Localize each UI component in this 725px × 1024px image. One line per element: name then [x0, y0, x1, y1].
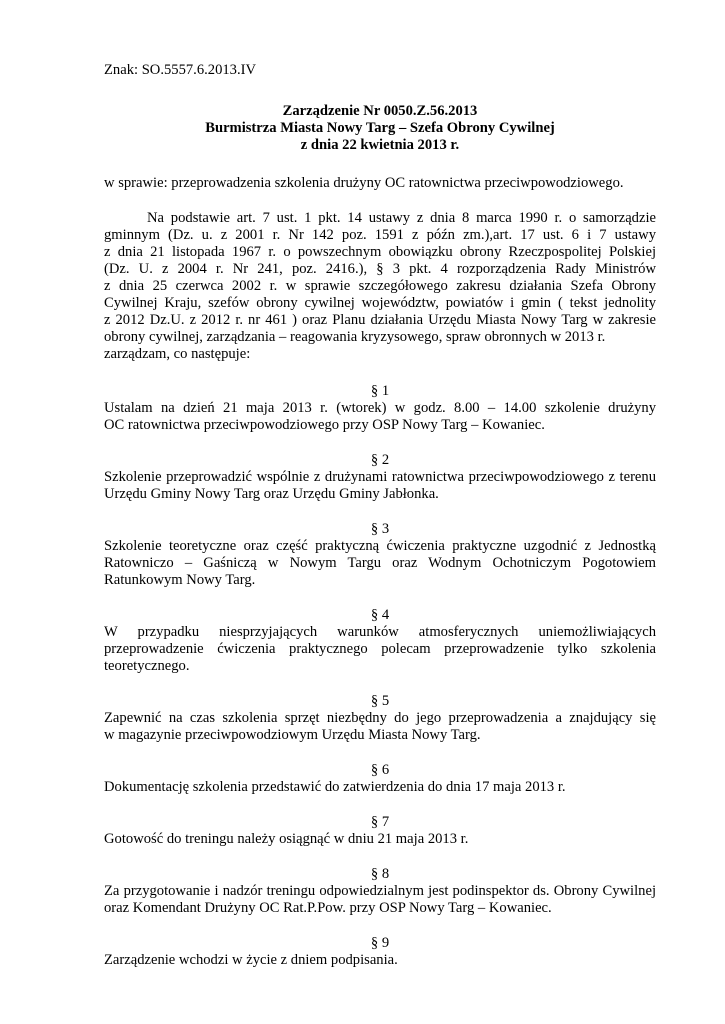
text-line: przeprowadzenie ćwiczenia praktycznego polecam przeprowadzenie tylko szkolenia	[104, 641, 656, 657]
text-line: OC ratownictwa przeciwpowodziowego przy OSP Nowy Targ – Kowaniec.	[104, 417, 545, 433]
text-line: oraz Komendant Drużyny OC Rat.P.Pow. przy OSP Nowy Targ – Kowaniec.	[104, 900, 552, 916]
paragraph-9	[104, 935, 656, 969]
subject-line: w sprawie: przeprowadzenia szkolenia drużyny OC ratownictwa przeciwpowodziowego.	[104, 175, 624, 191]
text-line: W przypadku niesprzyjających warunków atmosferycznych uniemożliwiających	[104, 624, 656, 640]
text-line: Zapewnić na czas szkolenia sprzęt niezbędny do jego przeprowadzenia a znajdujący się	[104, 710, 656, 726]
text-line: Urzędu Gminy Nowy Targ oraz Urzędu Gminy Jabłonka.	[104, 486, 439, 502]
paragraph-4	[104, 607, 656, 675]
text-line: z dnia 25 czerwca 2002 r. w sprawie szczegółowego zakresu działania Szefa Obrony	[104, 278, 656, 294]
paragraph-8	[104, 866, 656, 917]
text-line: Na podstawie art. 7 ust. 1 pkt. 14 ustawy z dnia 8 marca 1990 r. o samorządzie	[147, 210, 656, 226]
text-line: gminnym (Dz. u. z 2001 r. Nr 142 poz. 1591 z późn zm.),art. 17 ust. 6 i 7 ustawy	[104, 227, 656, 243]
text-line: obrony cywilnej, zarządzania – reagowania kryzysowego, spraw obronnych w 2013 r.	[104, 329, 606, 345]
title-block	[104, 103, 656, 154]
text-line: z dnia 21 listopada 1967 r. o powszechnym obowiązku obrony Rzeczpospolitej Polskiej	[104, 244, 656, 260]
paragraph-6	[104, 762, 656, 796]
text-line: teoretycznego.	[104, 658, 190, 674]
text-line: Gotowość do treningu należy osiągnąć w dniu 21 maja 2013 r.	[104, 831, 469, 847]
paragraph-symbol: § 6	[370, 762, 390, 778]
paragraph-5	[104, 693, 656, 744]
title-line: Zarządzenie Nr 0050.Z.56.2013	[282, 103, 478, 119]
text-line: Szkolenie teoretyczne oraz część praktyczną ćwiczenia praktyczne uzgodnić z Jednostką	[104, 538, 656, 554]
text-line: Zarządzenie wchodzi w życie z dniem podpisania.	[104, 952, 398, 968]
text-line: Ustalam na dzień 21 maja 2013 r. (wtorek) w godz. 8.00 – 14.00 szkolenie drużyny	[104, 400, 656, 416]
text-line: Za przygotowanie i nadzór treningu odpowiedzialnym jest podinspektor ds. Obrony Cywilnej	[104, 883, 656, 899]
text-line: Dokumentację szkolenia przedstawić do zatwierdzenia do dnia 17 maja 2013 r.	[104, 779, 566, 795]
paragraph-symbol: § 1	[370, 383, 390, 399]
text-line: Szkolenie przeprowadzić wspólnie z drużynami ratownictwa przeciwpowodziowego z terenu	[104, 469, 656, 485]
title-line: z dnia 22 kwietnia 2013 r.	[300, 137, 460, 153]
text-line: Cywilnej Kraju, szefów obrony cywilnej województw, powiatów i gmin ( tekst jednolity	[104, 295, 656, 311]
text-line: Ratunkowym Nowy Targ.	[104, 572, 256, 588]
paragraph-1	[104, 383, 656, 434]
title-line: Burmistrza Miasta Nowy Targ – Szefa Obrony Cywilnej	[205, 120, 555, 136]
paragraph-symbol: § 3	[370, 521, 390, 537]
paragraph-symbol: § 4	[370, 607, 390, 623]
paragraph-7	[104, 814, 656, 848]
legal-basis	[104, 210, 656, 363]
text-line: zarządzam, co następuje:	[104, 346, 251, 362]
text-line: w magazynie przeciwpowodziowym Urzędu Miasta Nowy Targ.	[104, 727, 481, 743]
document-page	[104, 62, 656, 987]
paragraph-symbol: § 8	[370, 866, 390, 882]
paragraph-symbol: § 2	[370, 452, 390, 468]
text-line: Ratowniczo – Gaśniczą w Nowym Targu oraz Wodnym Ochotniczym Pogotowiem	[104, 555, 656, 571]
paragraph-symbol: § 5	[370, 693, 390, 709]
paragraph-3	[104, 521, 656, 589]
paragraph-2	[104, 452, 656, 503]
text-line: z 2012 Dz.U. z 2012 r. nr 461 ) oraz Planu działania Urzędu Miasta Nowy Targ w zakresie	[104, 312, 656, 328]
reference-number: Znak: SO.5557.6.2013.IV	[104, 62, 257, 78]
paragraph-symbol: § 7	[370, 814, 390, 830]
paragraph-symbol: § 9	[370, 935, 390, 951]
text-line: (Dz. U. z 2004 r. Nr 241, poz. 2416.), § 3 pkt. 4 rozporządzenia Rady Ministrów	[104, 261, 656, 277]
